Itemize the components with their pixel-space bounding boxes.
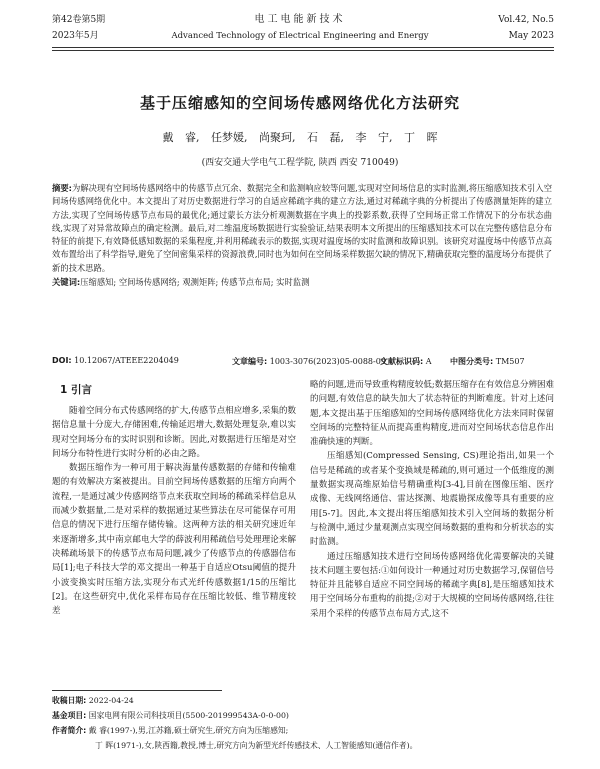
- right-paragraph-1: 略的问题,进而导致重构精度较低;数据压缩存在有效信息分辨困难的问题,有效信息的缺失加大了状态特征的判断难度。针对上述问题,本文提出基于压缩感知的空间场传感网络优化方法来同时保留空间场的完整特征从而提高重构精度,进而对空间场状态信息作出准确快速的判断。: [310, 380, 554, 448]
- doi-value: 10.12067/ATEEE2204049: [74, 356, 179, 365]
- abstract-block: [52, 182, 552, 289]
- date-cn: 2023年5月: [52, 31, 99, 41]
- volume-issue-en: Vol.42, No.5: [498, 15, 554, 25]
- article-number: [232, 356, 386, 367]
- footnote-rule: [52, 690, 222, 691]
- author-bio-1: [52, 724, 288, 738]
- right-paragraph-3: 通过压缩感知技术进行空间场传感网络优化需要解决的关键技术问题主要包括:①如何设计一种通过对历史数据学习,保留信号特征并且能够自适应不同空间场的稀疏字典[8],是压缩感知技术用于空间场分布重构的前提;②对于大规模的空间场传感网络,往往采用个采样的传感节点布局方式,这不: [310, 551, 554, 619]
- left-paragraph-1: 随着空间分布式传感网络的扩大,传感节点相应增多,采集的数据信息量十分庞大,存储困难,传输延迟增大,数据处理复杂,难以实现对空间场分布的实时识别和诊断。因此,对数据进行压缩是对空间场分布特性进行实时分析的必由之路。: [52, 406, 296, 459]
- document-code-value: A: [425, 357, 432, 366]
- document-code-label: 文献标识码:: [380, 357, 424, 366]
- article-number-label: 文章编号:: [232, 357, 268, 366]
- author-list: 戴 睿, 任梦媛, 尚聚珂, 石 磊, 李 宁, 丁 晖: [162, 131, 438, 144]
- fund-value: 国家电网有限公司科技项目(5500-201999543A-0-0-00): [88, 711, 289, 720]
- document-code: [380, 356, 432, 367]
- received-label: 收稿日期:: [52, 696, 87, 705]
- header-rule-top: [52, 47, 554, 48]
- journal-title-en: Advanced Technology of Electrical Engineering and Energy: [171, 31, 429, 41]
- article-number-value: 1003-3076(2023)05-0088-09: [269, 357, 386, 366]
- left-paragraph-2: 数据压缩作为一种可用于解决海量传感数据的存储和传输难题的有效解决方案被提出。目前空间场传感数据的压缩方向两个流程,一是通过减少传感网络节点来获取空间场的稀疏采样信息从而减少数据量,二是对采样的数据通过某些算法在尽可能保存可用信息的情况下进行压缩存储传输。这两种方法的相关研究速近年来逐渐增多,其中南京邮电大学的薛波利用稀疏信号处理理论来解决稀疏场景下的传感节点布局问题,减少了传感节点的传感器信布局[1];电子科技大学的邓文提出一种基于自适应Otsu阈值的提升小波变换实时压缩方法,实现分布式光纤传感数据1/15的压缩比[2]。在这些研究中,优化采样布局存在压缩比较低、维节精度较差: [52, 463, 296, 617]
- author-bio-2: 丁 晖(1971-),女,陕西籍,教授,博士,研究方向为新型光纤传感技术、人工智能感知(通信作者)。: [95, 741, 418, 750]
- affiliation: (西安交通大学电气工程学院, 陕西 西安 710049): [201, 158, 399, 168]
- keywords: [52, 276, 552, 289]
- doi-label: DOI:: [52, 356, 72, 365]
- clc-label: 中图分类号:: [450, 357, 494, 366]
- article-title: 基于压缩感知的空间场传感网络优化方法研究: [139, 94, 460, 112]
- volume-issue-cn: 第42卷第5期: [52, 15, 106, 25]
- date-en: May 2023: [508, 31, 554, 41]
- section-heading: 1 引言: [60, 384, 92, 396]
- keywords-label: 关键词:: [52, 277, 81, 288]
- doi: [52, 356, 179, 365]
- abstract: [52, 182, 552, 275]
- fund-info: [52, 709, 289, 723]
- abstract-label: 摘要:: [52, 183, 72, 193]
- journal-title-cn: 电工电能新技术: [254, 14, 346, 25]
- clc-number: [450, 356, 525, 367]
- right-column: [310, 378, 554, 621]
- right-paragraph-2: 压缩感知(Compressed Sensing, CS)理论指出,如果一个信号是稀疏的或者某个变换域是稀疏的,则可通过一个低维度的测量数据实现高维原始信号精确重构[3-4],目前在图像压缩、医疗成像、无线网络通信、雷达探测、地震勘探成像等具有重要的应用[5-7]。因此,本文提出将压缩感知技术引入空间场的数据分析与检测中,通过少量观测点实现空间场数据的重构和分析状态的实时监测。: [310, 451, 554, 548]
- keywords-text: 压缩感知; 空间场传感网络; 观测矩阵; 传感节点布局; 实时监测: [80, 277, 310, 288]
- clc-value: TM507: [495, 357, 525, 366]
- abstract-text: 为解决现有空间场传感网络中的传感节点冗余、数据完全和监测响应较等问题,实现对空间场信息的实时监测,将压缩感知技术引入空间场传感网络优化中。本文提出了对历史数据进行学习的自适应稀疏字典的建立方法,通过对稀疏字典的分析提出了传感测量矩阵的建立方法,实现了空间场传感节点布局的最优化;通过蒙长方法分析观测数据在字典上的投影系数,获得了空间场正常工作情况下的分布状态曲线,实现了对异常故障点的确定检测。最后,对二维温度场数据进行实验验证,结果表明本文所提出的压缩感知技术可以在完整传感信息分布特征的前提下,有效降低感知数据的采集程度,并利用稀疏表示的数据,实现对温度场的实时监测和故障识别。该研究对温度场中传感节点高效布置给出了科学指导,避免了空间密集采样的资源浪费,同时也为如何在空间场采样数据欠缺的情况下,精确获取完整的温度场分布提供了新的技术思路。: [52, 183, 552, 273]
- received-date: [52, 694, 134, 708]
- author-bio-1-text: 戴 睿(1997-),男,江苏籍,硕士研究生,研究方向为压缩感知;: [88, 726, 289, 735]
- header-rule-bottom: [52, 50, 554, 51]
- fund-label: 基金项目:: [52, 711, 87, 720]
- author-bio-label: 作者简介:: [52, 726, 87, 735]
- left-column: [52, 404, 296, 618]
- received-value: 2022-04-24: [88, 696, 134, 705]
